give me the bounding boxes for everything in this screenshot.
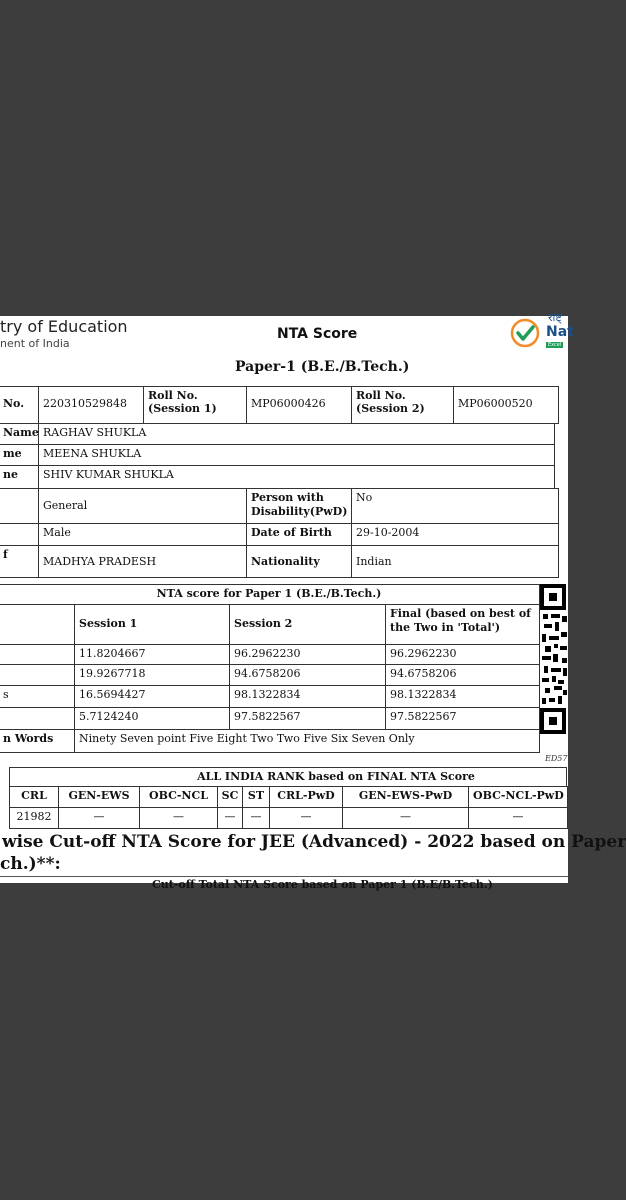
qr-code-label: ED57 [545, 754, 568, 763]
category-label [0, 488, 39, 524]
rank-value-st: — [242, 807, 270, 829]
score-s2: 96.2962230 [229, 644, 386, 665]
page-title: NTA Score [277, 326, 358, 342]
scores-title: NTA score for Paper 1 (B.E./B.Tech.) [0, 584, 540, 605]
scores-header-blank [0, 604, 75, 645]
score-card-document [0, 311, 626, 891]
score-final: 97.5822567 [385, 707, 540, 730]
roll1-value: MP06000426 [246, 386, 352, 424]
score-s1: 11.8204667 [74, 644, 230, 665]
roll1-label: Roll No. (Session 1) [143, 386, 247, 424]
pwd-label: Person with Disability(PwD) [246, 488, 352, 524]
gender-value: Male [38, 523, 247, 546]
rank-header-obc-ncl-pwd: OBC-NCL-PwD [468, 786, 568, 808]
mother-name-value: MEENA SHUKLA [38, 444, 555, 466]
check-badge-icon [510, 318, 540, 348]
cutoff-heading-line2: ch.)**: [0, 854, 61, 874]
father-name-label: ne [0, 465, 39, 489]
rank-title: ALL INDIA RANK based on FINAL NTA Score [9, 767, 567, 787]
dob-label: Date of Birth [246, 523, 352, 546]
rank-value-obc-ncl-pwd: — [468, 807, 568, 829]
rank-value-crl: 21982 [9, 807, 59, 829]
gender-label [0, 523, 39, 546]
rank-value-obc-ncl: — [139, 807, 218, 829]
government-name: nent of India [0, 337, 70, 350]
rank-value-crl-pwd: — [269, 807, 343, 829]
nationality-label: Nationality [246, 545, 352, 578]
rank-header-crl: CRL [9, 786, 59, 808]
cutoff-subheading: Cut-off Total NTA Score based on Paper 1 (B.E/B.Tech.) [152, 878, 493, 891]
session2-header: Session 2 [229, 604, 386, 645]
divider [0, 876, 568, 877]
candidate-name-label: Name [0, 423, 39, 445]
rank-header-sc: SC [217, 786, 243, 808]
rank-header-gen-ews: GEN-EWS [58, 786, 140, 808]
rank-header-st: ST [242, 786, 270, 808]
score-s1: 5.7124240 [74, 707, 230, 730]
mother-name-label: me [0, 444, 39, 466]
application-no-value: 220310529848 [38, 386, 144, 424]
rank-value-gen-ews-pwd: — [342, 807, 469, 829]
rank-header-obc-ncl: OBC-NCL [139, 786, 218, 808]
score-row-label [0, 664, 75, 686]
pwd-value: No [351, 488, 559, 524]
state-value: MADHYA PRADESH [38, 545, 247, 578]
score-final: 98.1322834 [385, 685, 540, 708]
rank-value-gen-ews: — [58, 807, 140, 829]
logo-text: Nat [546, 324, 574, 340]
session1-header: Session 1 [74, 604, 230, 645]
application-no-label: No. [0, 386, 39, 424]
score-s1: 19.9267718 [74, 664, 230, 686]
score-words-label: n Words [0, 729, 75, 753]
father-name-value: SHIV KUMAR SHUKLA [38, 465, 555, 489]
cutoff-heading-line1: wise Cut-off NTA Score for JEE (Advanced) - 2022 based on Paper [2, 832, 626, 852]
score-words-value: Ninety Seven point Five Eight Two Two Five Six Seven Only [74, 729, 540, 753]
score-final: 96.2962230 [385, 644, 540, 665]
paper-title: Paper-1 (B.E./B.Tech.) [235, 359, 410, 375]
nta-logo [510, 311, 574, 360]
ministry-name: try of Education [0, 317, 128, 336]
score-s2: 94.6758206 [229, 664, 386, 686]
logo-badge: Excel [548, 342, 562, 348]
score-s1: 16.5694427 [74, 685, 230, 708]
roll2-value: MP06000520 [453, 386, 559, 424]
dob-value: 29-10-2004 [351, 523, 559, 546]
candidate-name-value: RAGHAV SHUKLA [38, 423, 555, 445]
score-s2: 98.1322834 [229, 685, 386, 708]
rank-value-sc: — [217, 807, 243, 829]
state-label: f [0, 545, 39, 578]
score-final: 94.6758206 [385, 664, 540, 686]
score-row-label [0, 707, 75, 730]
score-row-label: s [0, 685, 75, 708]
roll2-label: Roll No. (Session 2) [351, 386, 454, 424]
category-value: General [38, 488, 247, 524]
final-header: Final (based on best of the Two in 'Total') [385, 604, 540, 645]
logo-hindi-text: राष्ट् [548, 311, 562, 324]
score-row-label [0, 644, 75, 665]
score-s2: 97.5822567 [229, 707, 386, 730]
nationality-value: Indian [351, 545, 559, 578]
rank-header-crl-pwd: CRL-PwD [269, 786, 343, 808]
rank-header-gen-ews-pwd: GEN-EWS-PwD [342, 786, 469, 808]
qr-code-icon [540, 584, 568, 734]
